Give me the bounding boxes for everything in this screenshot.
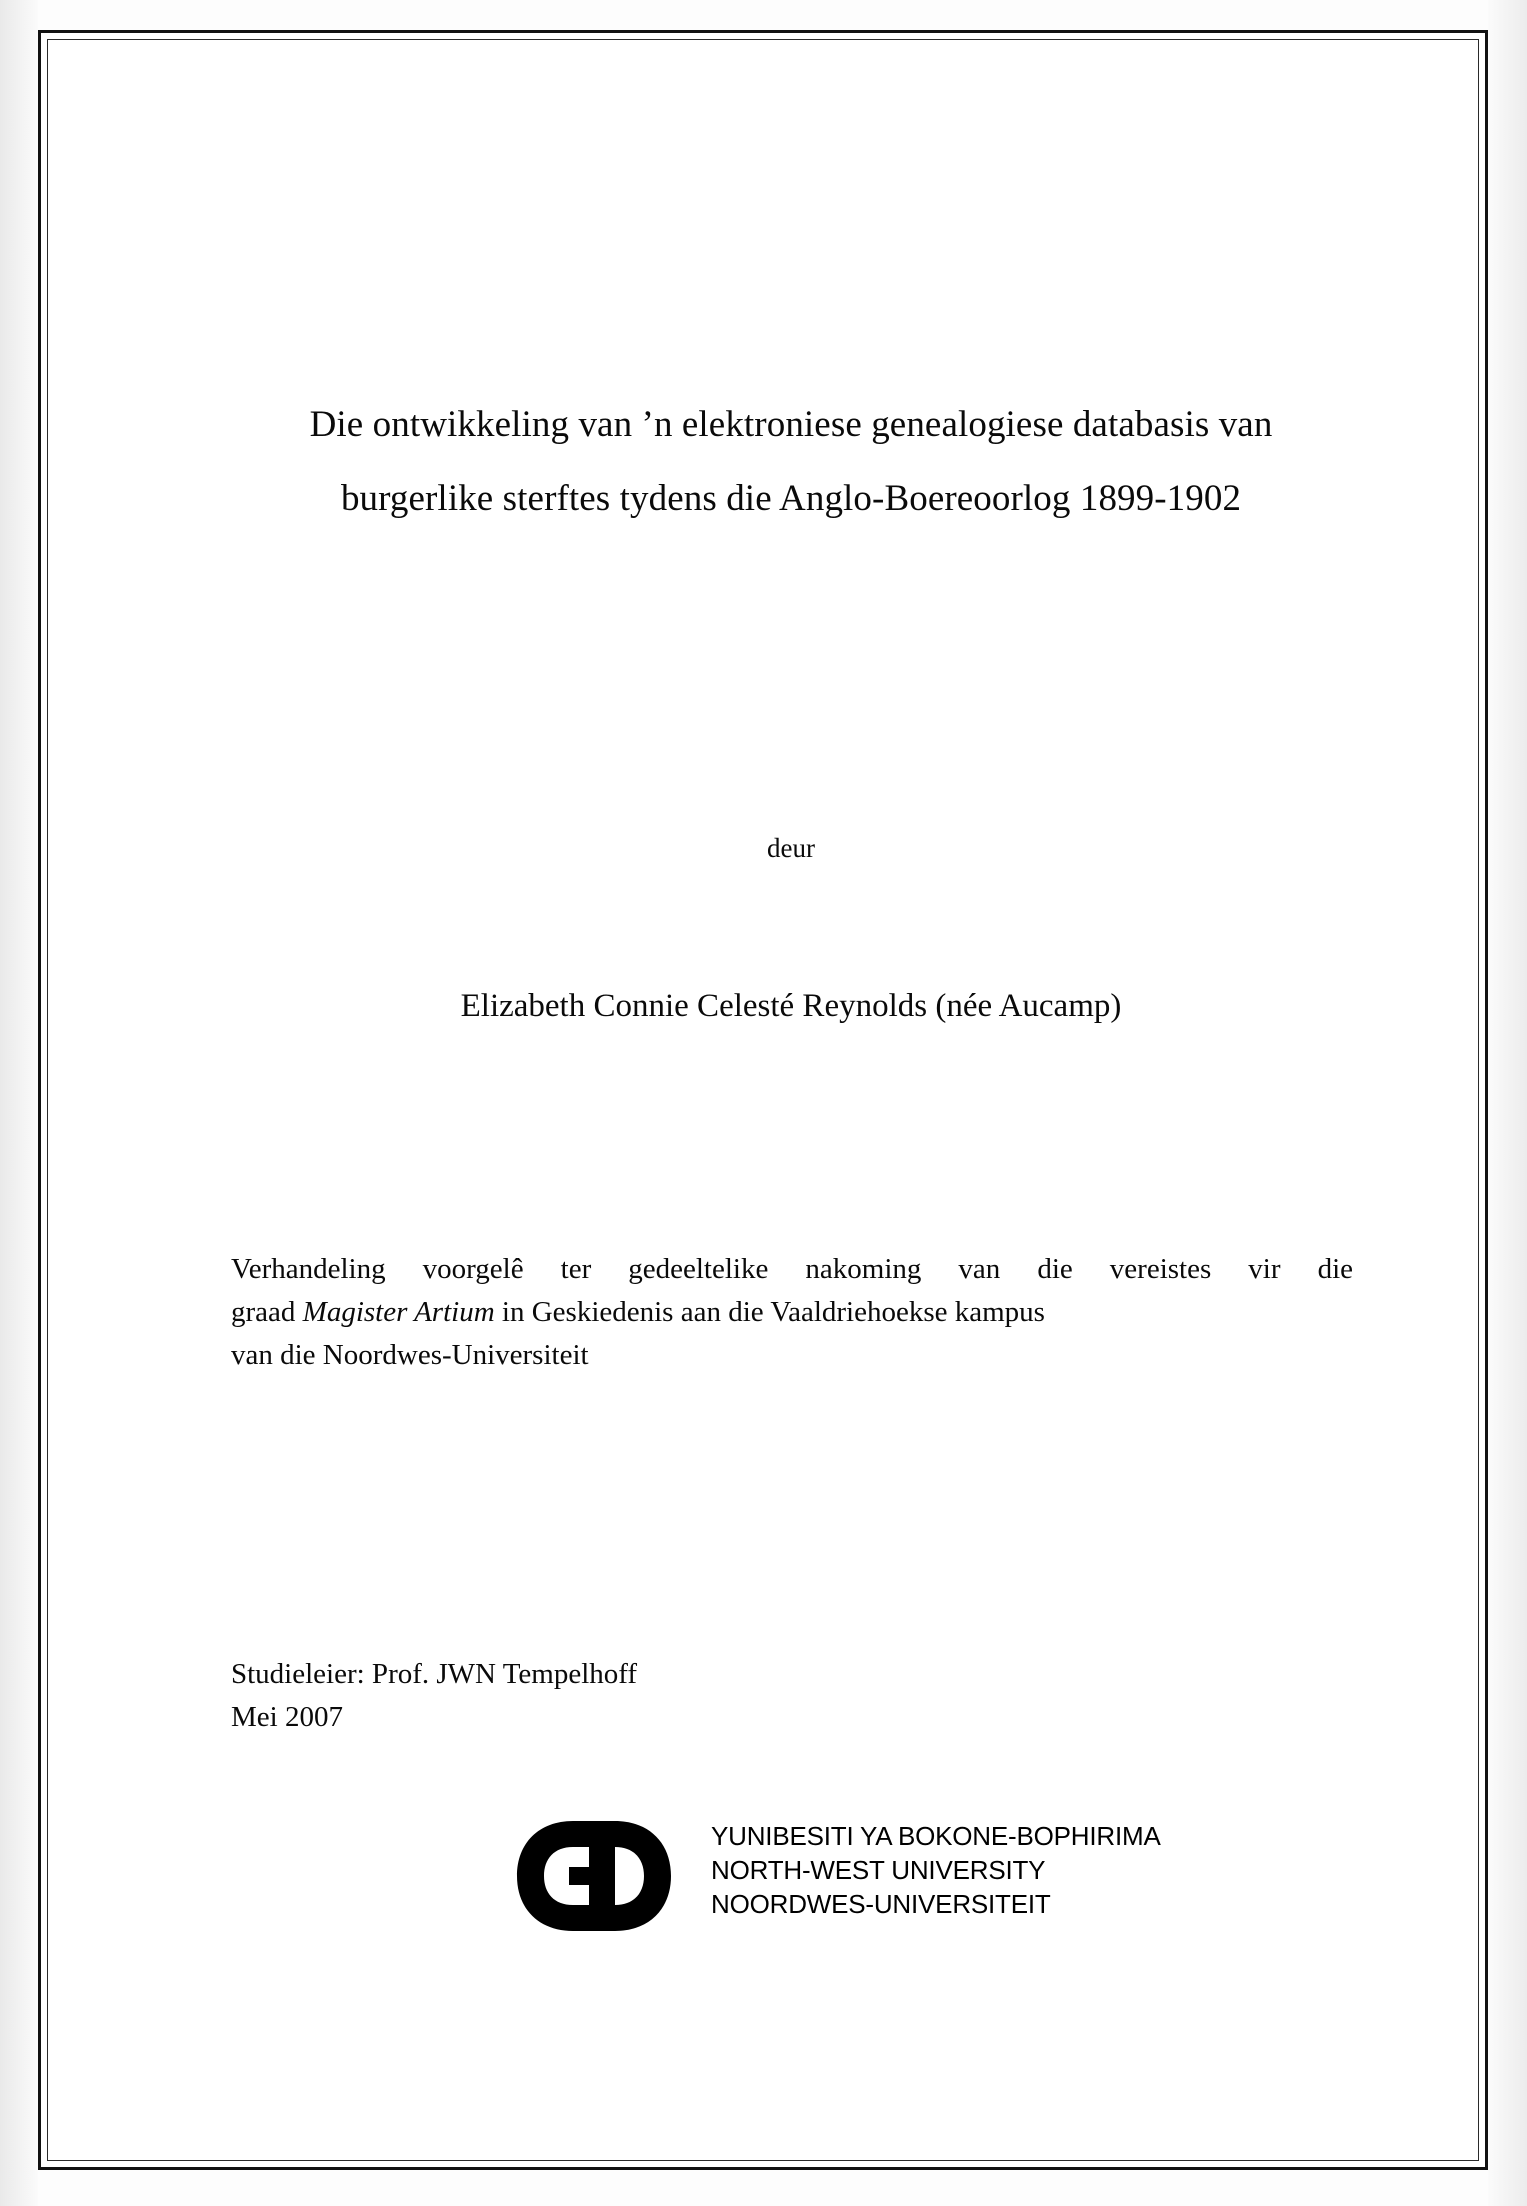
title-page-content — [191, 33, 1391, 2167]
logo-text-line-3: NOORDWES-UNIVERSITEIT — [711, 1889, 1051, 1919]
author-name: Elizabeth Connie Celesté Reynolds (née Aucamp) — [460, 988, 1122, 1024]
degree-name-italic: Magister Artium — [302, 1296, 495, 1328]
university-logo-text — [711, 1819, 1161, 1921]
title-line-2: burgerlike sterftes tydens die Anglo-Boereoorlog 1899-1902 — [340, 478, 1242, 519]
logo-text-line-2: NORTH-WEST UNIVERSITY — [711, 1855, 1046, 1885]
degree-statement-line-2-suffix: in Geskiedenis aan die Vaaldriehoekse kampus — [494, 1296, 1045, 1328]
page-title — [191, 388, 1391, 536]
supervisor-line: Studieleier: Prof. JWN Tempelhoff — [231, 1658, 638, 1690]
degree-statement — [231, 1248, 1353, 1377]
scan-edge-right — [1488, 0, 1527, 2206]
university-logo-block — [511, 1813, 1271, 1943]
degree-statement-line-2-prefix: graad — [231, 1296, 303, 1328]
page-border — [38, 30, 1488, 2170]
date-line: Mei 2007 — [231, 1701, 343, 1733]
logo-text-line-1: YUNIBESITI YA BOKONE-BOPHIRIMA — [711, 1821, 1161, 1851]
degree-statement-line-1: Verhandeling voorgelê ter gedeeltelike nakoming van die vereistes vir die — [231, 1253, 1353, 1285]
north-west-university-logo-icon — [511, 1817, 701, 1935]
degree-statement-line-2 — [231, 1291, 1353, 1334]
degree-statement-line-3: van die Noordwes-Universiteit — [231, 1339, 589, 1371]
by-label: deur — [767, 833, 815, 863]
title-line-1: Die ontwikkeling van ’n elektroniese genealogiese databasis van — [309, 404, 1273, 445]
supervisor-block — [231, 1653, 1231, 1739]
scan-edge-left — [0, 0, 38, 2206]
